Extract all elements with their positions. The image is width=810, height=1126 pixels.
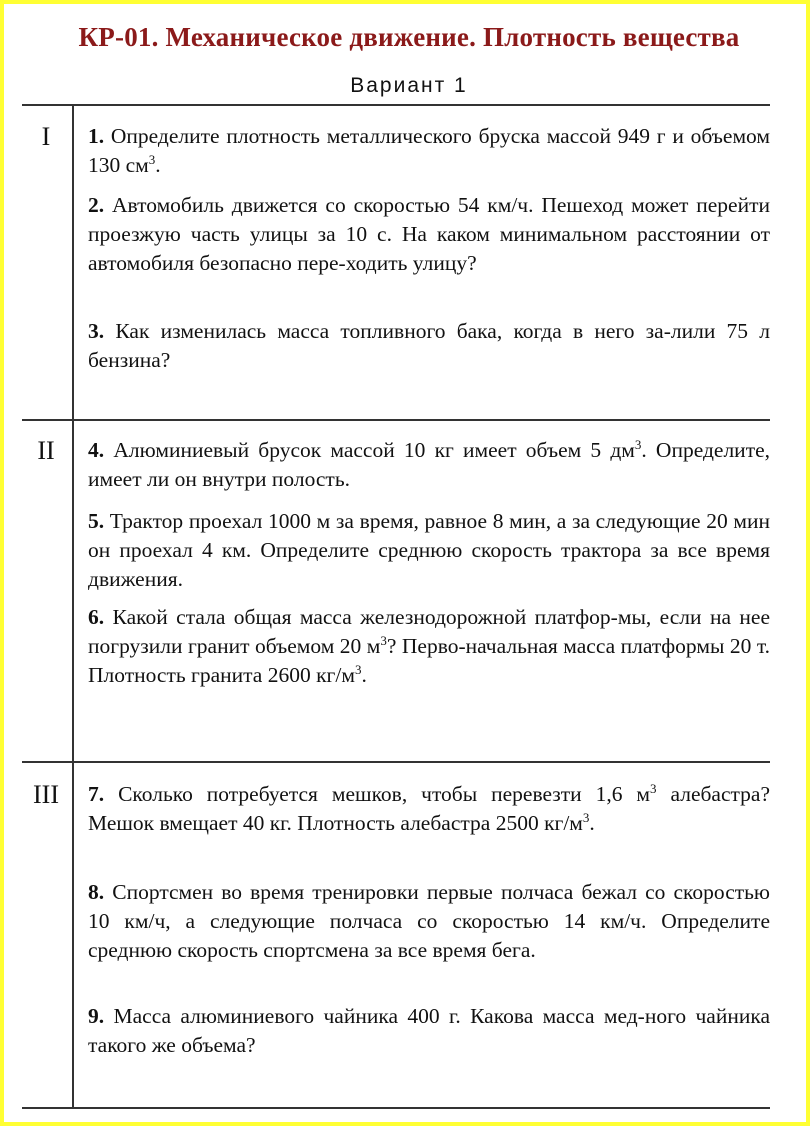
task-number: 2. bbox=[88, 193, 105, 217]
task-7 bbox=[88, 780, 770, 838]
divider-section-2 bbox=[22, 419, 770, 421]
task-text: Трактор проехал 1000 м за время, равное 8 мин, а за следующие 20 мин он проехал 4 км. Определите среднюю скорость трактора за все время движения. bbox=[88, 509, 771, 591]
task-tail: . bbox=[361, 663, 367, 687]
task-text: Как изменилась масса топливного бака, когда в него за-лили 75 л бензина? bbox=[88, 319, 771, 372]
task-number: 5. bbox=[88, 509, 105, 533]
level-label-1: I bbox=[41, 122, 51, 151]
task-6 bbox=[88, 603, 770, 690]
divider-top bbox=[22, 104, 770, 106]
task-tail: . bbox=[589, 811, 595, 835]
task-4 bbox=[88, 436, 770, 494]
task-sup: 3 bbox=[634, 436, 642, 452]
task-number: 7. bbox=[88, 782, 105, 806]
task-3 bbox=[88, 317, 770, 375]
task-5 bbox=[88, 507, 770, 594]
task-sup: 3 bbox=[650, 780, 657, 796]
task-number: 4. bbox=[88, 438, 105, 462]
divider-section-3 bbox=[22, 761, 770, 763]
task-number: 1. bbox=[88, 124, 105, 148]
task-text: Какой стала общая масса железнодорожной платфор-мы, если на нее погрузили гранит объемом 20 м bbox=[88, 605, 770, 658]
task-text: Автомобиль движется со скоростью 54 км/ч. Пешеход может перейти проезжую часть улицы за 10 с. На каком минимальном расстоянии от автомобиля безопасно пере-ходить улицу? bbox=[88, 193, 771, 275]
column-divider bbox=[72, 106, 74, 1108]
task-text: Спортсмен во время тренировки первые полчаса бежал со скоростью 10 км/ч, а следующие полчаса со скоростью 14 км/ч. Определите среднюю скорость спортсмена за все время бега. bbox=[88, 880, 770, 962]
task-text: Сколько потребуется мешков, чтобы перевезти 1,6 м bbox=[118, 782, 651, 806]
task-text: Алюминиевый брусок массой 10 кг имеет объем 5 дм bbox=[113, 438, 635, 462]
task-tail: . Определите, имеет ли он внутри полость. bbox=[88, 438, 771, 491]
task-tail: . bbox=[155, 153, 161, 177]
task-number: 9. bbox=[88, 1004, 105, 1028]
task-sup: 3 bbox=[380, 632, 387, 648]
level-label-2: II bbox=[37, 436, 55, 465]
task-tail: алебастра? Мешок вмещает 40 кг. Плотность алебастра 2500 кг/м bbox=[88, 782, 770, 835]
task-sup: 3 bbox=[148, 151, 156, 167]
task-text: Определите плотность металлического бруска массой 949 г и объемом 130 см bbox=[88, 124, 771, 177]
task-number: 8. bbox=[88, 880, 105, 904]
page-title: КР-01. Механическое движение. Плотность вещества bbox=[78, 22, 740, 52]
divider-bottom bbox=[22, 1107, 770, 1109]
variant-label: Вариант 1 bbox=[350, 74, 468, 97]
task-sup: 3 bbox=[354, 661, 362, 677]
task-2 bbox=[88, 191, 770, 278]
task-sup: 3 bbox=[582, 809, 590, 825]
task-tail: ? Перво-начальная масса платформы 20 т. Плотность гранита 2600 кг/м bbox=[88, 634, 770, 687]
level-label-3: III bbox=[33, 780, 59, 809]
task-text: Масса алюминиевого чайника 400 г. Какова масса мед-ного чайника такого же объема? bbox=[88, 1004, 771, 1057]
task-number: 6. bbox=[88, 605, 105, 629]
task-number: 3. bbox=[88, 319, 105, 343]
task-1 bbox=[88, 122, 770, 180]
task-9 bbox=[88, 1002, 770, 1060]
task-8 bbox=[88, 878, 770, 965]
